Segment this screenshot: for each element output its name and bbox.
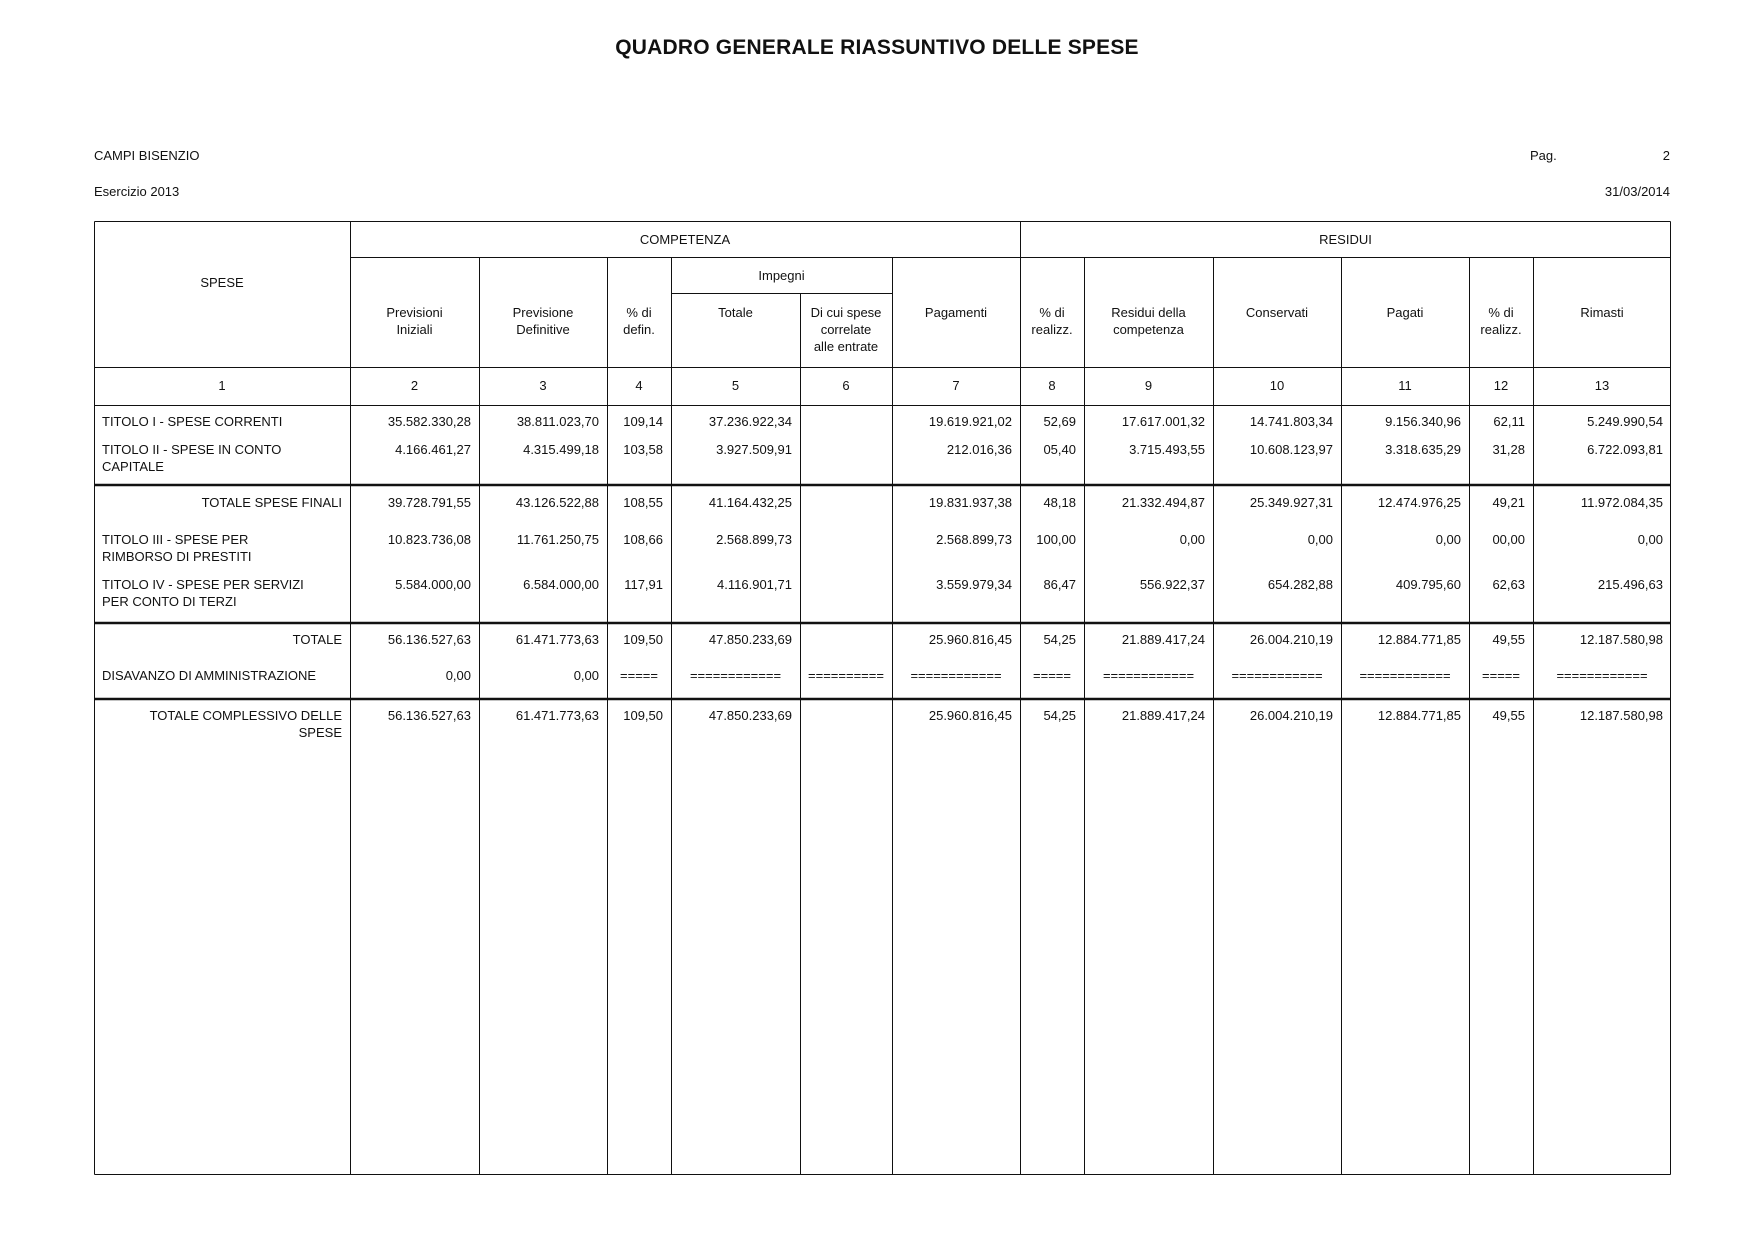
- row-value: 39.728.791,55: [387, 495, 471, 510]
- row-value: 108,66: [623, 532, 663, 547]
- row-value: 12.884.771,85: [1377, 632, 1461, 647]
- column-number: 12: [1493, 378, 1509, 393]
- header-di-cui: correlate: [820, 322, 872, 337]
- header-perc-realizz-residui: realizz.: [1480, 322, 1522, 337]
- header-pagamenti: Pagamenti: [924, 305, 988, 320]
- row-value: 54,25: [1043, 708, 1076, 723]
- summary-table: [94, 221, 1671, 1175]
- row-value: =====: [620, 668, 658, 683]
- row-value: 10.823.736,08: [387, 532, 471, 547]
- row-label: TITOLO IV - SPESE PER SERVIZI: [102, 577, 304, 592]
- row-value: 47.850.233,69: [708, 708, 792, 723]
- row-value: 4.166.461,27: [395, 442, 471, 457]
- row-value: =====: [1482, 668, 1520, 683]
- row-value: 12.474.976,25: [1377, 495, 1461, 510]
- column-number: 8: [1048, 378, 1056, 393]
- row-value: 5.249.990,54: [1587, 414, 1663, 429]
- header-perc-realizz: realizz.: [1031, 322, 1073, 337]
- row-value: 109,50: [623, 708, 663, 723]
- row-value: 3.927.509,91: [716, 442, 792, 457]
- row-value: 21.332.494,87: [1121, 495, 1205, 510]
- column-number: 9: [1144, 378, 1153, 393]
- row-value: 10.608.123,97: [1249, 442, 1333, 457]
- entity-name: CAMPI BISENZIO: [94, 148, 200, 163]
- header-impegni: Impegni: [758, 268, 805, 283]
- row-label: TITOLO I - SPESE CORRENTI: [102, 414, 283, 429]
- row-value: 61.471.773,63: [515, 708, 599, 723]
- row-value: 556.922,37: [1139, 577, 1205, 592]
- row-value: ============: [1102, 668, 1195, 683]
- row-value: ============: [910, 668, 1002, 683]
- report-date: 31/03/2014: [1604, 184, 1670, 199]
- row-value: 41.164.432,25: [708, 495, 792, 510]
- row-value: 6.722.093,81: [1587, 442, 1663, 457]
- table-grid-lines: [94, 221, 1671, 1175]
- header-residui-competenza: Residui della: [1111, 305, 1186, 320]
- header-previsione-definitive: Definitive: [516, 322, 570, 337]
- page-label: Pag.: [1530, 148, 1557, 163]
- column-number: 5: [731, 378, 740, 393]
- row-label: TITOLO III - SPESE PER: [102, 532, 249, 547]
- row-value: 62,11: [1493, 414, 1525, 429]
- row-label: TOTALE COMPLESSIVO DELLE: [149, 708, 342, 723]
- row-value: 654.282,88: [1267, 577, 1333, 592]
- header-previsione-definitive: Previsione: [512, 305, 574, 320]
- header-di-cui: Di cui spese: [810, 305, 882, 320]
- row-value: 212.016,36: [946, 442, 1012, 457]
- row-value: 17.617.001,32: [1121, 414, 1205, 429]
- row-label: TOTALE: [292, 632, 342, 647]
- row-value: 2.568.899,73: [716, 532, 792, 547]
- row-value: 0,00: [1435, 532, 1461, 547]
- row-value: 108,55: [623, 495, 663, 510]
- header-residui-competenza: competenza: [1113, 322, 1184, 337]
- header-di-cui: alle entrate: [813, 339, 879, 354]
- header-perc-defin: defin.: [623, 322, 655, 337]
- row-value: 00,00: [1492, 532, 1525, 547]
- row-value: 49,55: [1492, 632, 1525, 647]
- row-value: 3.318.635,29: [1385, 442, 1461, 457]
- row-value: 103,58: [623, 442, 663, 457]
- row-value: 25.349.927,31: [1249, 495, 1333, 510]
- row-value: ============: [1359, 668, 1451, 683]
- row-value: 2.568.899,73: [936, 532, 1012, 547]
- header-spese: SPESE: [200, 275, 244, 290]
- row-label: RIMBORSO DI PRESTITI: [102, 549, 252, 564]
- row-value: 6.584.000,00: [523, 577, 599, 592]
- row-label: CAPITALE: [102, 459, 164, 474]
- row-value: 49,21: [1492, 495, 1525, 510]
- row-value: ============: [1231, 668, 1323, 683]
- row-value: ============: [689, 668, 782, 683]
- row-value: 0,00: [445, 668, 471, 683]
- row-value: 19.619.921,02: [928, 414, 1012, 429]
- row-value: =====: [1033, 668, 1071, 683]
- row-value: 11.972.084,35: [1580, 495, 1663, 510]
- row-value: 62,63: [1492, 577, 1525, 592]
- header-competenza: COMPETENZA: [639, 232, 731, 247]
- column-number: 4: [635, 378, 643, 393]
- row-value: 52,69: [1043, 414, 1076, 429]
- row-value: 26.004.210,19: [1249, 708, 1333, 723]
- row-value: 49,55: [1492, 708, 1525, 723]
- row-value: 48,18: [1043, 495, 1076, 510]
- row-value: 25.960.816,45: [928, 708, 1012, 723]
- header-perc-realizz-residui: % di: [1488, 305, 1514, 320]
- row-value: 0,00: [1179, 532, 1205, 547]
- row-value: 86,47: [1043, 577, 1076, 592]
- row-value: 56.136.527,63: [387, 632, 471, 647]
- row-value: 0,00: [1307, 532, 1333, 547]
- row-value: 11.761.250,75: [516, 532, 599, 547]
- row-value: 43.126.522,88: [515, 495, 599, 510]
- column-number: 1: [218, 378, 226, 393]
- row-label: TITOLO II - SPESE IN CONTO: [102, 442, 282, 457]
- column-number: 6: [842, 378, 850, 393]
- row-value: 4.116.901,71: [717, 577, 792, 592]
- row-value: 0,00: [573, 668, 599, 683]
- row-value: 54,25: [1043, 632, 1076, 647]
- row-value: 12.187.580,98: [1579, 708, 1663, 723]
- column-number: 3: [539, 378, 547, 393]
- row-value: 0,00: [1637, 532, 1663, 547]
- row-value: 19.831.937,38: [928, 495, 1012, 510]
- row-value: 47.850.233,69: [708, 632, 792, 647]
- header-rimasti: Rimasti: [1580, 305, 1624, 320]
- row-value: 21.889.417,24: [1121, 632, 1205, 647]
- row-value: 109,50: [623, 632, 663, 647]
- row-value: 38.811.023,70: [516, 414, 599, 429]
- header-totale: Totale: [718, 305, 753, 320]
- header-previsioni-iniziali: Iniziali: [396, 322, 433, 337]
- header-previsioni-iniziali: Previsioni: [386, 305, 443, 320]
- row-value: 215.496,63: [1597, 577, 1663, 592]
- row-value: ==========: [808, 668, 884, 683]
- row-value: 109,14: [623, 414, 663, 429]
- row-value: 100,00: [1036, 532, 1076, 547]
- row-value: 26.004.210,19: [1249, 632, 1333, 647]
- header-perc-defin: % di: [626, 305, 652, 320]
- row-value: ============: [1556, 668, 1648, 683]
- column-number: 13: [1594, 378, 1610, 393]
- column-number: 7: [952, 378, 960, 393]
- row-label: SPESE: [298, 725, 342, 740]
- header-residui: RESIDUI: [1319, 232, 1372, 247]
- row-value: 9.156.340,96: [1385, 414, 1461, 429]
- row-value: 35.582.330,28: [387, 414, 471, 429]
- row-value: 25.960.816,45: [928, 632, 1012, 647]
- row-value: 3.559.979,34: [936, 577, 1012, 592]
- document-title: QUADRO GENERALE RIASSUNTIVO DELLE SPESE: [615, 36, 1139, 59]
- row-label: DISAVANZO DI AMMINISTRAZIONE: [102, 668, 317, 683]
- row-label: TOTALE SPESE FINALI: [201, 495, 342, 510]
- column-number: 11: [1398, 378, 1412, 393]
- header-pagati: Pagati: [1386, 305, 1424, 320]
- column-number: 2: [410, 378, 419, 393]
- row-value: 12.187.580,98: [1579, 632, 1663, 647]
- row-value: 12.884.771,85: [1377, 708, 1461, 723]
- row-label: PER CONTO DI TERZI: [102, 594, 237, 609]
- row-value: 409.795,60: [1395, 577, 1461, 592]
- row-value: 14.741.803,34: [1249, 414, 1333, 429]
- row-value: 05,40: [1043, 442, 1076, 457]
- page-number: 2: [1662, 148, 1670, 163]
- exercise-year: Esercizio 2013: [94, 184, 180, 199]
- row-value: 117,91: [624, 577, 663, 592]
- row-value: 21.889.417,24: [1121, 708, 1205, 723]
- row-value: 3.715.493,55: [1129, 442, 1205, 457]
- row-value: 37.236.922,34: [708, 414, 792, 429]
- row-value: 56.136.527,63: [387, 708, 471, 723]
- row-value: 5.584.000,00: [395, 577, 471, 592]
- header-perc-realizz: % di: [1039, 305, 1065, 320]
- row-value: 4.315.499,18: [523, 442, 599, 457]
- row-value: 61.471.773,63: [515, 632, 599, 647]
- column-number: 10: [1269, 378, 1285, 393]
- row-value: 31,28: [1492, 442, 1525, 457]
- header-conservati: Conservati: [1245, 305, 1309, 320]
